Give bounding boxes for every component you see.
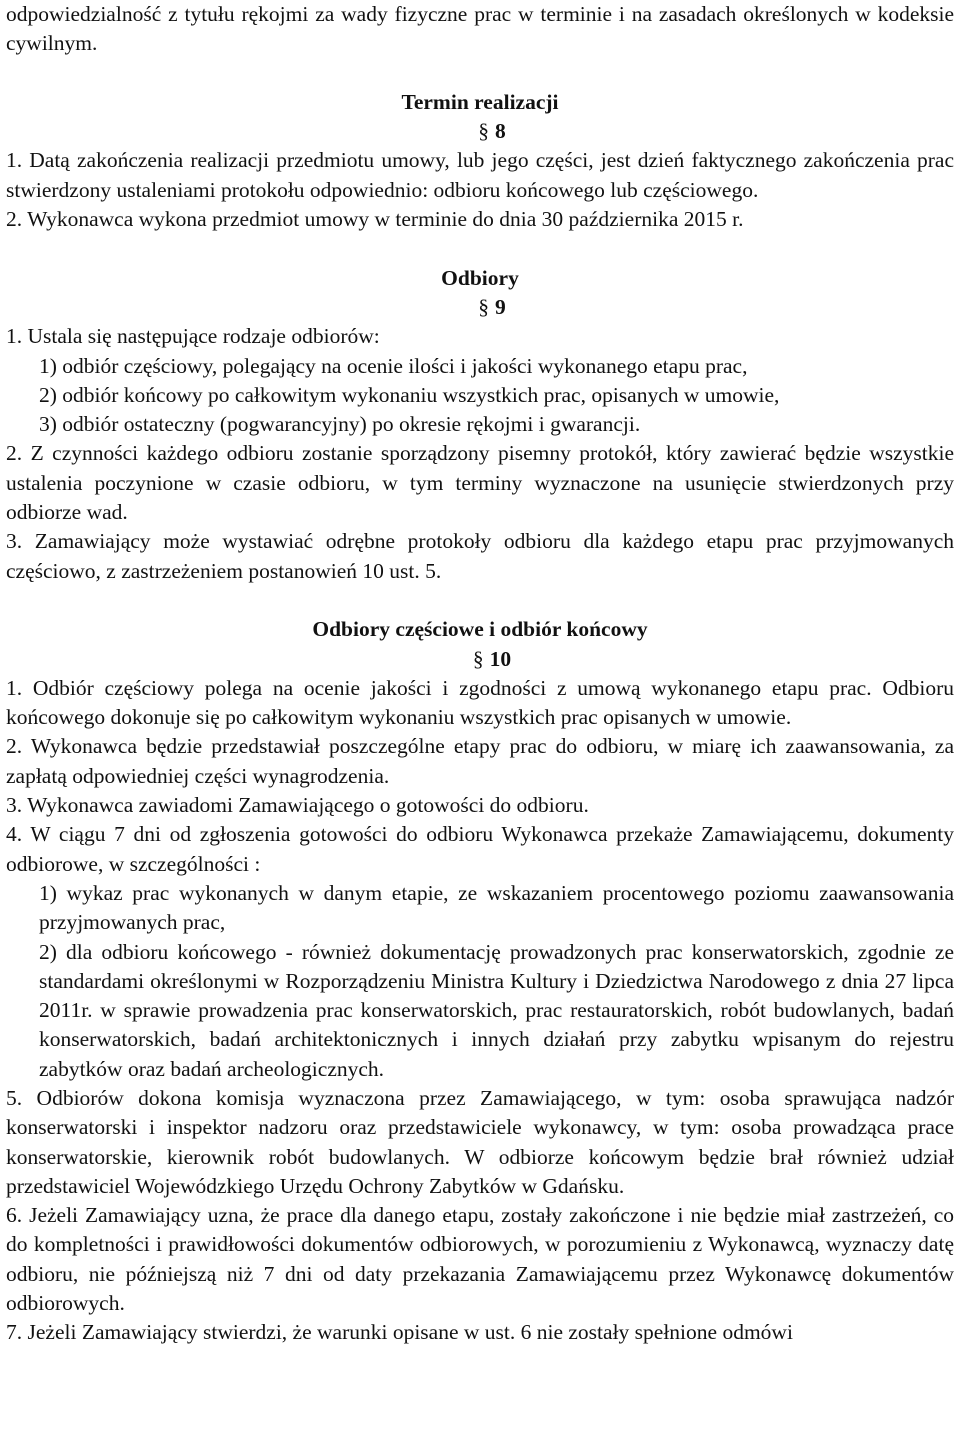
- section-9-paragraph-2: 2. Z czynności każdego odbioru zostanie sporządzony pisemny protokół, który zawierać będzie wszystkie ustalenia poczynione w czasie odbioru, w tym terminy wyznaczone na usunięcie stwierdzonych przy odbiorze wad.: [6, 441, 954, 525]
- section-10-title: Odbiory częściowe i odbiór końcowy: [312, 617, 648, 642]
- list-item: 3) odbiór ostateczny (pogwarancyjny) po okresie rękojmi i gwarancji.: [39, 412, 641, 437]
- section-9-number: § 9: [478, 294, 506, 319]
- section-10-paragraph-3: 3. Wykonawca zawiadomi Zamawiającego o gotowości do odbioru.: [6, 793, 589, 818]
- section-8-paragraph-1: 1. Datą zakończenia realizacji przedmiotu umowy, lub jego części, jest dzień faktycznego zakończenia prac stwierdzony ustaleniami protokołu odpowiednio: odbioru końcowego lub częściowego.: [6, 148, 954, 202]
- section-10-paragraph-5: 5. Odbiorów dokona komisja wyznaczona przez Zamawiającego, w tym: osoba sprawująca nadzór konserwatorski i inspektor nadzoru oraz przedstawiciele wykonawcy, w tym: osoba prowadząca prace konserwatorskie, kierownik robót budowlanych. W odbiorze końcowym będzie brał również udział przedstawiciel Wojewódzkiego Urzędu Ochrony Zabytków w Gdańsku.: [6, 1085, 954, 1198]
- list-item: 2) odbiór końcowy po całkowitym wykonaniu wszystkich prac, opisanych w umowie,: [39, 382, 780, 407]
- section-10-paragraph-2: 2. Wykonawca będzie przedstawiał poszczególne etapy prac do odbioru, w miarę ich zaawansowania, za zapłatą odpowiedniej części wynagrodzenia.: [6, 734, 954, 788]
- spacer: [6, 586, 954, 615]
- list-item: 2) dla odbioru końcowego - również dokumentację prowadzonych prac konserwatorskich, zgodnie ze standardami określonymi w Rozporządzeniu Ministra Kultury i Dziedzictwa Narodowego z dnia 27 lipca 2011r. w sprawie prowadzenia prac konserwatorskich, prac restauratorskich, robót budowlanych, badań konserwatorskich, badań architektonicznych i innych działań przy zabytku wpisanym do rejestru zabytków oraz badań archeologicznych.: [39, 939, 954, 1081]
- section-10-paragraph-7: 7. Jeżeli Zamawiający stwierdzi, że warunki opisane w ust. 6 nie zostały spełnione odmówi: [6, 1320, 793, 1345]
- spacer: [6, 59, 954, 88]
- section-9-paragraph-1: 1. Ustala się następujące rodzaje odbiorów:: [6, 324, 380, 349]
- list-item: 1) odbiór częściowy, polegający na ocenie ilości i jakości wykonanego etapu prac,: [39, 353, 748, 378]
- section-9-paragraph-3: 3. Zamawiający może wystawiać odrębne protokoły odbioru dla każdego etapu prac przyjmowanych częściowo, z zastrzeżeniem postanowień 10 ust. 5.: [6, 529, 954, 583]
- intro-paragraph: odpowiedzialność z tytułu rękojmi za wady fizyczne prac w terminie i na zasadach określonych w kodeksie cywilnym.: [6, 2, 954, 56]
- section-10-paragraph-6: 6. Jeżeli Zamawiający uzna, że prace dla danego etapu, zostały zakończone i nie będzie miał zastrzeżeń, co do kompletności i prawidłowości dokumentów odbiorowych, w porozumieniu z Wykonawcą, wyznaczy datę odbioru, nie późniejszą niż 7 dni od daty przekazania Zamawiającemu przez Wykonawcę dokumentów odbiorowych.: [6, 1203, 954, 1316]
- spacer: [6, 234, 954, 263]
- section-sign-icon: §: [478, 294, 489, 319]
- section-10-number: § 10: [472, 646, 512, 671]
- list-item: 1) wykaz prac wykonanych w danym etapie, ze wskazaniem procentowego poziomu zaawansowania przyjmowanych prac,: [39, 880, 954, 935]
- section-10-paragraph-1: 1. Odbiór częściowy polega na ocenie jakości i zgodności z umową wykonanego etapu prac. Odbioru końcowego dokonuje się po całkowitym wykonaniu wszystkich prac opisanych w umowie.: [6, 675, 954, 730]
- section-sign-icon: §: [472, 646, 484, 671]
- section-sign-icon: §: [478, 119, 489, 144]
- section-8-title: Termin realizacji: [401, 89, 559, 114]
- section-10-paragraph-4: 4. W ciągu 7 dni od zgłoszenia gotowości do odbioru Wykonawca przekaże Zamawiającemu, dokumenty odbiorowe, w szczególności :: [6, 822, 954, 876]
- section-8-paragraph-2: 2. Wykonawca wykona przedmiot umowy w terminie do dnia 30 października 2015 r.: [6, 207, 744, 232]
- section-8-number: § 8: [478, 119, 506, 144]
- section-9-title: Odbiory: [441, 265, 519, 290]
